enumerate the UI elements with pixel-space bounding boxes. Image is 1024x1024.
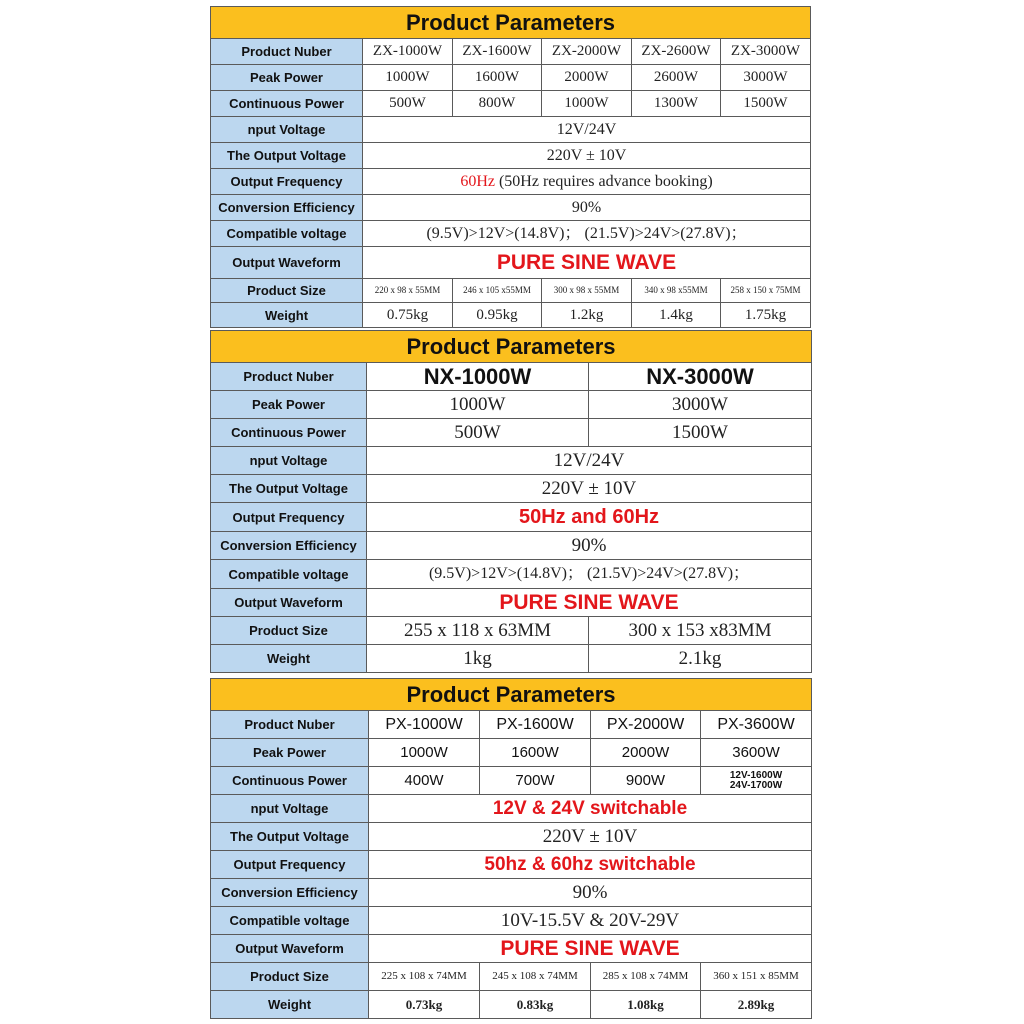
continuous-power-cell: 900W — [591, 767, 701, 795]
label-input-voltage: nput Voltage — [211, 795, 369, 823]
weight-cell: 1.4kg — [632, 303, 721, 328]
model-cell: PX-2000W — [591, 711, 701, 739]
continuous-power-cell: 1000W — [542, 91, 632, 117]
label-output-waveform: Output Waveform — [211, 247, 363, 279]
label-input-voltage: nput Voltage — [211, 447, 367, 475]
weight-cell: 0.73kg — [369, 991, 480, 1019]
model-cell: ZX-2600W — [632, 39, 721, 65]
output-frequency-value: 50Hz and 60Hz — [367, 503, 812, 532]
label-product-number: Product Nuber — [211, 363, 367, 391]
label-product-size: Product Size — [211, 963, 369, 991]
compatible-voltage-value: 10V-15.5V & 20V-29V — [369, 907, 812, 935]
frequency-note: (50Hz requires advance booking) — [494, 172, 713, 190]
product-size-cell: 225 x 108 x 74MM — [369, 963, 480, 991]
weight-cell: 1kg — [367, 645, 589, 673]
label-peak-power: Peak Power — [211, 391, 367, 419]
output-voltage-value: 220V ± 10V — [363, 143, 811, 169]
continuous-power-cell: 500W — [363, 91, 453, 117]
product-size-cell: 300 x 98 x 55MM — [542, 279, 632, 303]
conversion-efficiency-value: 90% — [363, 195, 811, 221]
label-continuous-power: Continuous Power — [211, 91, 363, 117]
continuous-power-cell-split — [701, 767, 812, 795]
peak-power-cell: 1000W — [367, 391, 589, 419]
frequency-highlight: 60Hz — [460, 172, 495, 190]
label-output-frequency: Output Frequency — [211, 169, 363, 195]
peak-power-cell: 2000W — [542, 65, 632, 91]
label-output-voltage: The Output Voltage — [211, 143, 363, 169]
label-output-frequency: Output Frequency — [211, 503, 367, 532]
label-peak-power: Peak Power — [211, 65, 363, 91]
product-size-cell: 245 x 108 x 74MM — [480, 963, 591, 991]
label-product-size: Product Size — [211, 279, 363, 303]
model-cell: NX-3000W — [589, 363, 812, 391]
peak-power-cell: 2600W — [632, 65, 721, 91]
peak-power-cell: 3000W — [721, 65, 811, 91]
label-product-number: Product Nuber — [211, 711, 369, 739]
product-size-cell: 258 x 150 x 75MM — [721, 279, 811, 303]
peak-power-cell: 2000W — [591, 739, 701, 767]
table-title: Product Parameters — [211, 679, 812, 711]
continuous-power-cell: 400W — [369, 767, 480, 795]
label-input-voltage: nput Voltage — [211, 117, 363, 143]
compatible-voltage-value: (9.5V)>12V>(14.8V)； (21.5V)>24V>(27.8V)； — [367, 560, 812, 589]
weight-cell: 2.89kg — [701, 991, 812, 1019]
weight-cell: 0.75kg — [363, 303, 453, 328]
continuous-power-cell: 1500W — [721, 91, 811, 117]
label-continuous-power: Continuous Power — [211, 419, 367, 447]
model-cell: ZX-1600W — [453, 39, 542, 65]
continuous-power-24v: 24V-1700W — [729, 779, 783, 791]
model-cell: ZX-2000W — [542, 39, 632, 65]
label-compatible-voltage: Compatible voltage — [211, 221, 363, 247]
output-waveform-value: PURE SINE WAVE — [369, 935, 812, 963]
model-cell: PX-1000W — [369, 711, 480, 739]
peak-power-cell: 1600W — [480, 739, 591, 767]
continuous-power-cell: 500W — [367, 419, 589, 447]
label-output-voltage: The Output Voltage — [211, 475, 367, 503]
peak-power-cell: 3000W — [589, 391, 812, 419]
label-conversion-efficiency: Conversion Efficiency — [211, 879, 369, 907]
input-voltage-value: 12V/24V — [363, 117, 811, 143]
label-compatible-voltage: Compatible voltage — [211, 907, 369, 935]
conversion-efficiency-value: 90% — [369, 879, 812, 907]
label-product-size: Product Size — [211, 617, 367, 645]
continuous-power-cell: 800W — [453, 91, 542, 117]
compatible-voltage-value: (9.5V)>12V>(14.8V)； (21.5V)>24V>(27.8V)； — [363, 221, 811, 247]
continuous-power-cell: 1500W — [589, 419, 812, 447]
label-weight: Weight — [211, 303, 363, 328]
weight-cell: 0.95kg — [453, 303, 542, 328]
continuous-power-cell: 700W — [480, 767, 591, 795]
label-product-number: Product Nuber — [211, 39, 363, 65]
label-compatible-voltage: Compatible voltage — [211, 560, 367, 589]
weight-cell: 1.75kg — [721, 303, 811, 328]
label-output-frequency: Output Frequency — [211, 851, 369, 879]
output-frequency-value: 50hz & 60hz switchable — [369, 851, 812, 879]
label-conversion-efficiency: Conversion Efficiency — [211, 195, 363, 221]
product-size-cell: 360 x 151 x 85MM — [701, 963, 812, 991]
continuous-power-12v: 12V-1600W — [729, 769, 783, 781]
output-frequency-value — [363, 169, 811, 195]
label-output-waveform: Output Waveform — [211, 589, 367, 617]
nx-parameters-table — [210, 330, 812, 673]
input-voltage-value: 12V & 24V switchable — [369, 795, 812, 823]
product-size-cell: 285 x 108 x 74MM — [591, 963, 701, 991]
weight-cell: 2.1kg — [589, 645, 812, 673]
weight-cell: 1.08kg — [591, 991, 701, 1019]
weight-cell: 0.83kg — [480, 991, 591, 1019]
output-waveform-value: PURE SINE WAVE — [367, 589, 812, 617]
model-cell: NX-1000W — [367, 363, 589, 391]
peak-power-cell: 1600W — [453, 65, 542, 91]
model-cell: ZX-1000W — [363, 39, 453, 65]
table-title: Product Parameters — [211, 331, 812, 363]
table-title: Product Parameters — [211, 7, 811, 39]
product-size-cell: 246 x 105 x55MM — [453, 279, 542, 303]
output-waveform-value: PURE SINE WAVE — [363, 247, 811, 279]
continuous-power-cell: 1300W — [632, 91, 721, 117]
label-conversion-efficiency: Conversion Efficiency — [211, 532, 367, 560]
peak-power-cell: 1000W — [369, 739, 480, 767]
product-size-cell: 220 x 98 x 55MM — [363, 279, 453, 303]
output-voltage-value: 220V ± 10V — [367, 475, 812, 503]
zx-parameters-table — [210, 6, 811, 328]
weight-cell: 1.2kg — [542, 303, 632, 328]
model-cell: PX-3600W — [701, 711, 812, 739]
input-voltage-value: 12V/24V — [367, 447, 812, 475]
label-continuous-power: Continuous Power — [211, 767, 369, 795]
label-output-waveform: Output Waveform — [211, 935, 369, 963]
peak-power-cell: 3600W — [701, 739, 812, 767]
label-weight: Weight — [211, 991, 369, 1019]
product-size-cell: 255 x 118 x 63MM — [367, 617, 589, 645]
product-size-cell: 340 x 98 x55MM — [632, 279, 721, 303]
label-weight: Weight — [211, 645, 367, 673]
model-cell: ZX-3000W — [721, 39, 811, 65]
peak-power-cell: 1000W — [363, 65, 453, 91]
px-parameters-table — [210, 678, 812, 1019]
output-voltage-value: 220V ± 10V — [369, 823, 812, 851]
conversion-efficiency-value: 90% — [367, 532, 812, 560]
product-size-cell: 300 x 153 x83MM — [589, 617, 812, 645]
label-peak-power: Peak Power — [211, 739, 369, 767]
model-cell: PX-1600W — [480, 711, 591, 739]
label-output-voltage: The Output Voltage — [211, 823, 369, 851]
